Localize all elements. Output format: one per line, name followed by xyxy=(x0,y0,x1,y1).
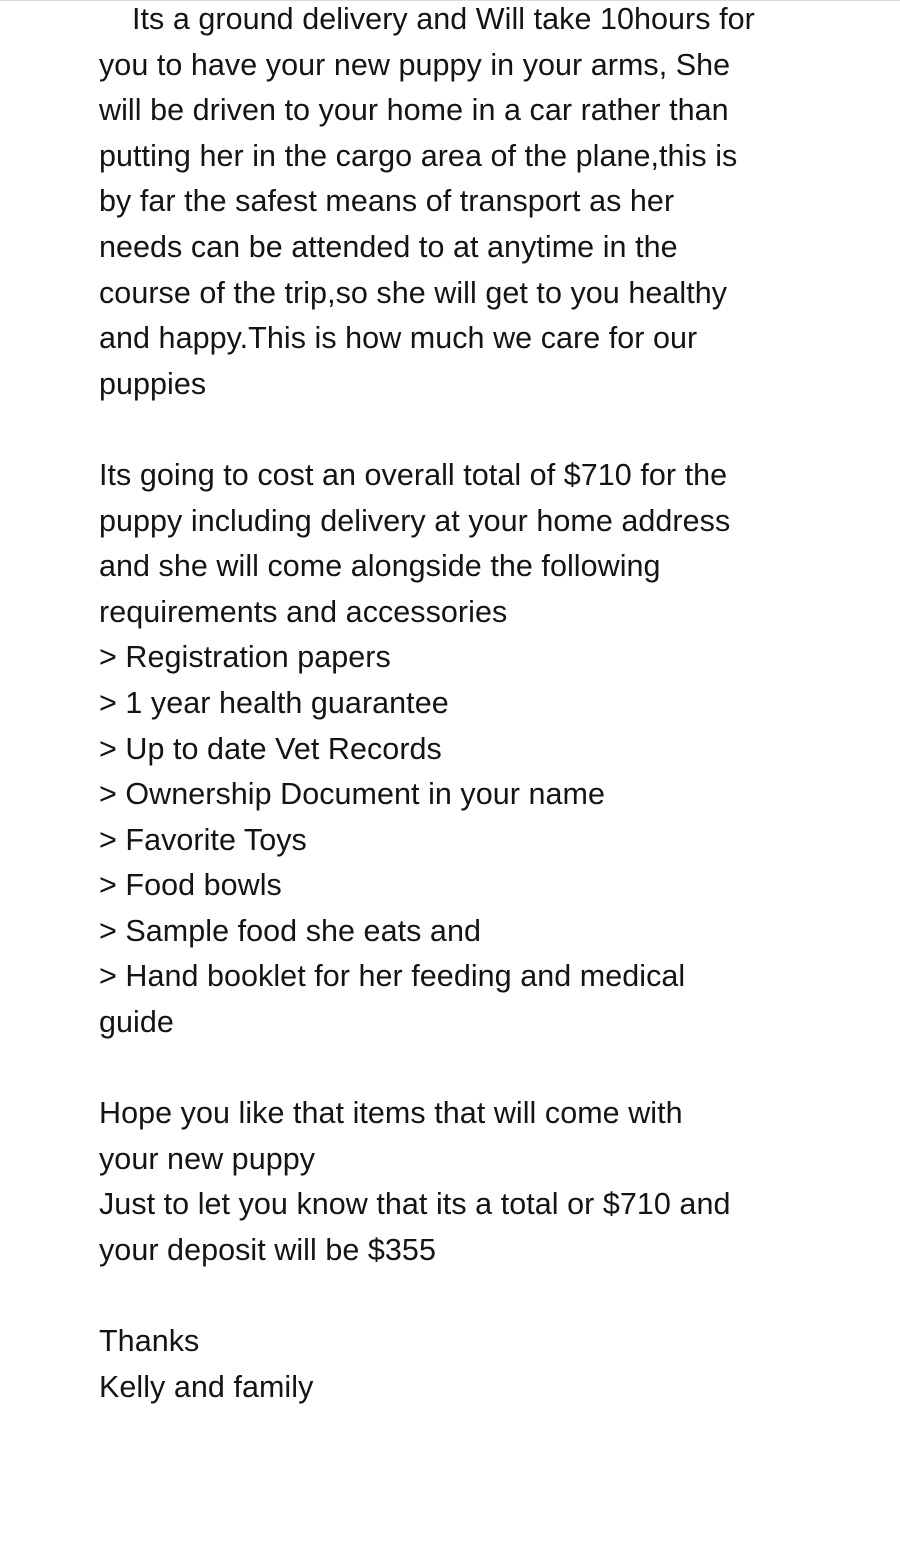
text-line: you to have your new puppy in your arms, She xyxy=(99,47,731,82)
paragraph-deposit xyxy=(99,1091,889,1273)
list-item: > Hand booklet for her feeding and medical xyxy=(99,959,686,994)
list-item: > Sample food she eats and xyxy=(99,913,481,948)
signoff-thanks: Thanks xyxy=(99,1324,200,1359)
text-line: putting her in the cargo area of the plane,this is xyxy=(99,138,738,173)
text-line: course of the trip,so she will get to you healthy xyxy=(99,275,728,310)
text-line: needs can be attended to at anytime in the xyxy=(99,229,678,264)
blank-line xyxy=(99,407,889,453)
blank-line xyxy=(99,1046,889,1092)
list-item: guide xyxy=(99,1005,174,1040)
text-line: your new puppy xyxy=(99,1141,316,1176)
text-line: and happy.This is how much we care for our xyxy=(99,321,698,356)
signoff xyxy=(99,1319,889,1410)
text-line: puppies xyxy=(99,366,207,401)
list-item: > Ownership Document in your name xyxy=(99,777,605,812)
list-item: > Favorite Toys xyxy=(99,822,307,857)
text-line: by far the safest means of transport as her xyxy=(99,184,675,219)
text-line: Its a ground delivery and Will take 10hours for xyxy=(132,2,755,36)
list-item: > Up to date Vet Records xyxy=(99,731,442,766)
text-line: and she will come alongside the following xyxy=(99,549,661,584)
signoff-sender: Kelly and family xyxy=(99,1369,314,1404)
text-line: requirements and accessories xyxy=(99,594,508,629)
text-line: will be driven to your home in a car rather than xyxy=(99,93,729,128)
list-item: > Registration papers xyxy=(99,640,391,675)
paragraph-delivery xyxy=(99,0,889,407)
text-line: Hope you like that items that will come with xyxy=(99,1096,683,1131)
text-line: Just to let you know that its a total or $710 and xyxy=(99,1187,731,1222)
list-item: > 1 year health guarantee xyxy=(99,685,449,720)
blank-line xyxy=(99,1274,889,1320)
message-body xyxy=(99,0,889,1410)
list-item: > Food bowls xyxy=(99,868,282,903)
text-line: puppy including delivery at your home address xyxy=(99,503,731,538)
paragraph-cost xyxy=(99,453,889,635)
accessories-list xyxy=(99,635,889,1045)
text-line: Its going to cost an overall total of $710 for the xyxy=(99,457,728,492)
text-line: your deposit will be $355 xyxy=(99,1233,436,1268)
